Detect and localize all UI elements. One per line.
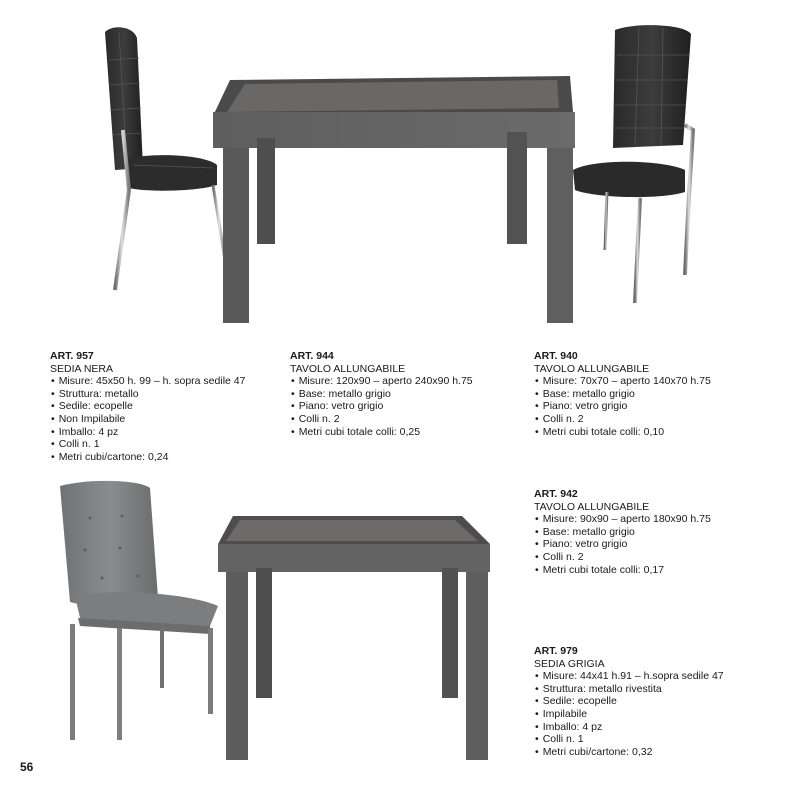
spec-list	[290, 375, 473, 438]
spec-item: • Colli n. 1	[50, 438, 245, 451]
spec-list	[534, 670, 724, 758]
spec-item: • Sedile: ecopelle	[534, 695, 724, 708]
article-number: ART. 944	[290, 350, 334, 362]
product-name: SEDIA NERA	[50, 362, 114, 375]
black-chair-left	[105, 27, 225, 290]
product-info-art-944	[290, 350, 473, 438]
spec-item: • Piano: vetro grigio	[534, 400, 711, 413]
product-name: TAVOLO ALLUNGABILE	[534, 362, 650, 375]
product-info-art-979	[534, 645, 724, 758]
spec-item: • Colli n. 1	[534, 733, 724, 746]
product-name: SEDIA GRIGIA	[534, 657, 605, 670]
spec-item: • Non Impilabile	[50, 413, 245, 426]
product-info-art-942	[534, 488, 711, 576]
spec-item: • Imballo: 4 pz	[50, 426, 245, 439]
spec-item: • Base: metallo grigio	[534, 388, 711, 401]
article-number: ART. 957	[50, 350, 94, 362]
spec-item: • Colli n. 2	[290, 413, 473, 426]
spec-item: • Metri cubi totale colli: 0,10	[534, 426, 711, 439]
spec-item: • Misure: 70x70 – aperto 140x70 h.75	[534, 375, 711, 388]
article-number: ART. 940	[534, 350, 578, 362]
product-photo-grey-chair-table	[50, 478, 495, 760]
product-name: TAVOLO ALLUNGABILE	[534, 500, 650, 513]
spec-item: • Base: metallo grigio	[290, 388, 473, 401]
spec-item: • Piano: vetro grigio	[534, 538, 711, 551]
spec-item: • Impilabile	[534, 708, 724, 721]
spec-item: • Misure: 90x90 – aperto 180x90 h.75	[534, 513, 711, 526]
product-name: TAVOLO ALLUNGABILE	[290, 362, 406, 375]
spec-item: • Metri cubi totale colli: 0,25	[290, 426, 473, 439]
article-number: ART. 942	[534, 488, 578, 500]
spec-item: • Colli n. 2	[534, 551, 711, 564]
spec-item: • Metri cubi/cartone: 0,32	[534, 746, 724, 759]
spec-item: • Sedile: ecopelle	[50, 400, 245, 413]
spec-list	[50, 375, 245, 463]
spec-item: • Misure: 44x41 h.91 – h.sopra sedile 47	[534, 670, 724, 683]
product-photo-black-chairs-table	[95, 20, 715, 330]
page-number: 56	[20, 760, 34, 774]
spec-item: • Metri cubi/cartone: 0,24	[50, 451, 245, 464]
article-number: ART. 979	[534, 645, 578, 657]
product-info-art-940	[534, 350, 711, 438]
spec-item: • Struttura: metallo	[50, 388, 245, 401]
grey-table-small	[218, 516, 490, 760]
spec-item: • Struttura: metallo rivestita	[534, 683, 724, 696]
spec-list	[534, 513, 711, 576]
spec-item: • Piano: vetro grigio	[290, 400, 473, 413]
spec-item: • Misure: 45x50 h. 99 – h. sopra sedile 47	[50, 375, 245, 388]
spec-item: • Colli n. 2	[534, 413, 711, 426]
grey-table-large	[213, 76, 575, 323]
spec-item: • Imballo: 4 pz	[534, 721, 724, 734]
spec-item: • Base: metallo grigio	[534, 526, 711, 539]
grey-chair	[60, 481, 218, 740]
spec-list	[534, 375, 711, 438]
spec-item: • Misure: 120x90 – aperto 240x90 h.75	[290, 375, 473, 388]
black-chair-right	[573, 25, 693, 303]
spec-item: • Metri cubi totale colli: 0,17	[534, 564, 711, 577]
product-info-art-957	[50, 350, 245, 463]
